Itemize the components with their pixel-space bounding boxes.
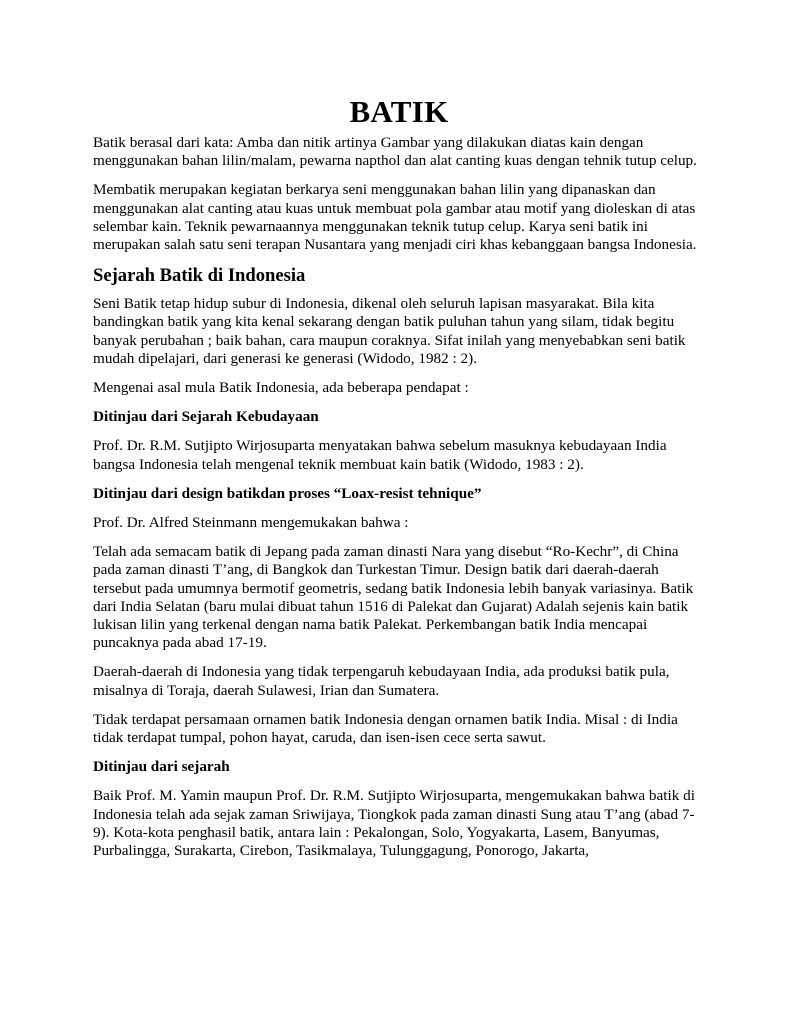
intro-paragraph-1: Batik berasal dari kata: Amba dan nitik artinya Gambar yang dilakukan diatas kain dengan menggunakan bahan lilin/malam, pewarna napthol dan alat canting kuas dengan tehnik tutup celup. — [93, 134, 697, 170]
design-paragraph-2: Telah ada semacam batik di Jepang pada zaman dinasti Nara yang disebut “Ro-Kechr”, di China pada zaman dinasti T’ang, di Bangkok dan Turkestan Timur. Design batik dari daerah-daerah tersebut pada umumnya bermotif geometris, sedang batik Indonesia lebih banyak variasinya. Batik dari India Selatan (baru mulai dibuat tahun 1516 di Palekat dan Gujarat) Adalah sejenis kain batik lukisan lilin yang terkenal dengan nama batik Palekat. Perkembangan batik India mencapai puncaknya pada abad 17-19. — [93, 543, 694, 652]
design-paragraph-1: Prof. Dr. Alfred Steinmann mengemukakan bahwa : — [93, 514, 409, 532]
sejarah2-paragraph-1: Baik Prof. M. Yamin maupun Prof. Dr. R.M. Sutjipto Wirjosuparta, mengemukakan bahwa batik di Indonesia telah ada sejak zaman Sriwijaya, Tiongkok pada zaman dinasti Sung atau T’ang (abad 7-9). Kota-kota penghasil batik, antara lain : Pekalongan, Solo, Yogyakarta, Lasem, Banyumas, Purbalingga, Surakarta, Cirebon, Tasikmalaya, Tulunggagung, Ponorogo, Jakarta, — [93, 787, 695, 860]
subheading-sejarah: Ditinjau dari sejarah — [93, 758, 230, 776]
sejarah-paragraph-2: Mengenai asal mula Batik Indonesia, ada beberapa pendapat : — [93, 379, 469, 397]
document-title: BATIK — [349, 94, 449, 129]
subheading-kebudayaan: Ditinjau dari Sejarah Kebudayaan — [93, 408, 319, 426]
section-heading-sejarah: Sejarah Batik di Indonesia — [93, 265, 306, 287]
sejarah-paragraph-1: Seni Batik tetap hidup subur di Indonesia, dikenal oleh seluruh lapisan masyarakat. Bila kita bandingkan batik yang kita kenal sekarang dengan batik puluhan tahun yang silam, tidak begitu banyak perubahan ; baik bahan, cara maupun coraknya. Sifat inilah yang menyebabkan seni batik mudah dipelajari, dari generasi ke generasi (Widodo, 1982 : 2). — [93, 295, 686, 367]
subheading-design: Ditinjau dari design batikdan proses “Loax-resist tehnique” — [93, 484, 482, 502]
design-paragraph-4: Tidak terdapat persamaan ornamen batik Indonesia dengan ornamen batik India. Misal : di India tidak terdapat tumpal, pohon hayat, caruda, dan isen-isen cece serta sawut. — [93, 710, 678, 747]
intro-paragraph-2: Membatik merupakan kegiatan berkarya seni menggunakan bahan lilin yang dipanaskan dan menggunakan alat canting atau kuas untuk membuat pola gambar atau motif yang dioleskan di atas selembar kain. Teknik pewarnaannya menggunakan teknik tutup celup. Karya seni batik ini merupakan salah satu seni terapan Nusantara yang menjadi ciri khas kebanggaan bangsa Indonesia. — [93, 181, 697, 254]
document-body — [93, 94, 705, 871]
design-paragraph-3: Daerah-daerah di Indonesia yang tidak terpengaruh kebudayaan India, ada produksi batik pula, misalnya di Toraja, daerah Sulawesi, Irian dan Sumatera. — [93, 663, 670, 699]
kebudayaan-paragraph-1: Prof. Dr. R.M. Sutjipto Wirjosuparta menyatakan bahwa sebelum masuknya kebudayaan India bangsa Indonesia telah mengenal teknik membuat kain batik (Widodo, 1983 : 2). — [93, 437, 667, 473]
